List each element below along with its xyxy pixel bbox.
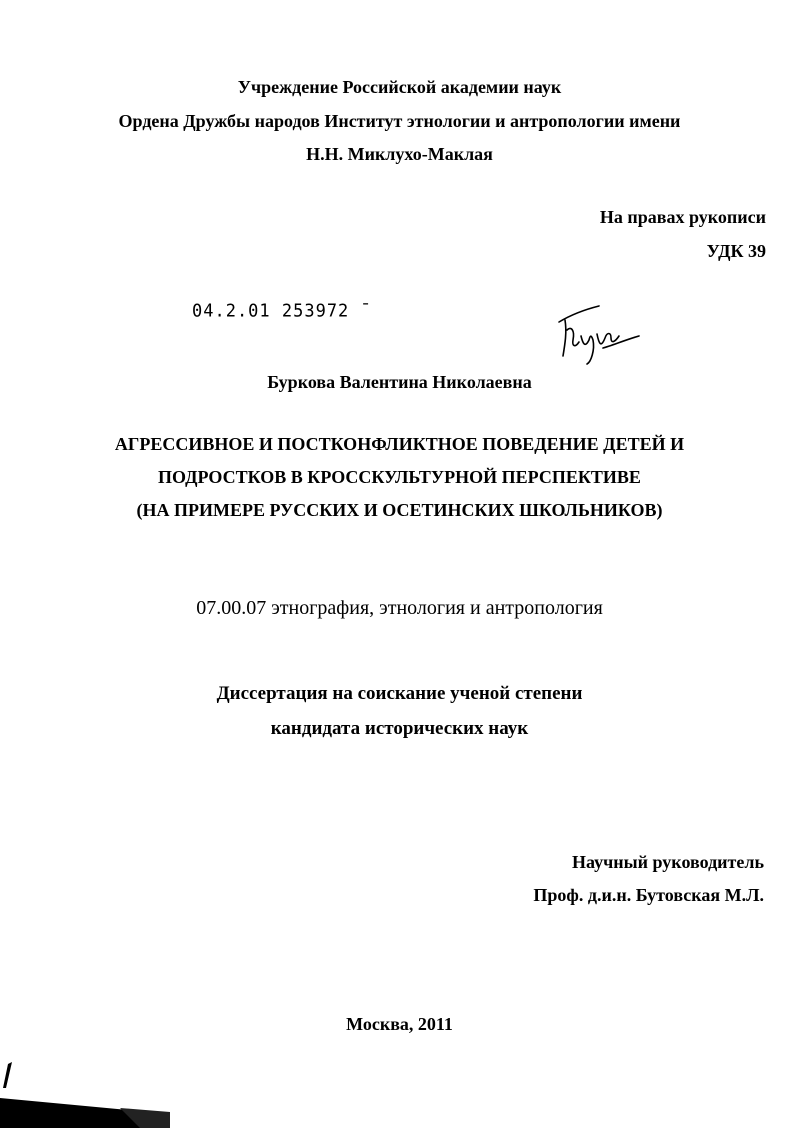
udc-code: УДК 39 [706, 241, 766, 261]
scan-edge-mark-icon [0, 1060, 170, 1128]
title-line-2: ПОДРОСТКОВ В КРОССКУЛЬТУРНОЙ ПЕРСПЕКТИВЕ [158, 467, 641, 487]
title-line-1: АГРЕССИВНОЕ И ПОСТКОНФЛИКТНОЕ ПОВЕДЕНИЕ ДЕТЕЙ И [114, 434, 685, 454]
institution-line-3: Н.Н. Миклухо-Маклая [306, 144, 493, 164]
degree-line-2: кандидата исторических наук [270, 718, 529, 739]
handwritten-signature-icon [555, 296, 645, 366]
registration-stamp: 04.2.01 253972 ˉ [192, 301, 372, 322]
city-year: Москва, 2011 [346, 1014, 453, 1034]
institution-line-1: Учреждение Российской академии наук [237, 77, 562, 97]
title-line-3: (НА ПРИМЕРЕ РУССКИХ И ОСЕТИНСКИХ ШКОЛЬНИКОВ) [136, 500, 663, 520]
supervisor-name: Проф. д.и.н. Бутовская М.Л. [533, 885, 764, 905]
manuscript-rights: На правах рукописи [599, 207, 766, 227]
author-name: Буркова Валентина Николаевна [267, 372, 532, 392]
institution-line-2: Ордена Дружбы народов Институт этнологии и антропологии имени [118, 111, 681, 131]
degree-line-1: Диссертация на соискание ученой степени [216, 683, 583, 704]
supervisor-label: Научный руководитель [572, 852, 764, 872]
specialty: 07.00.07 этнография, этнология и антропология [196, 597, 603, 619]
